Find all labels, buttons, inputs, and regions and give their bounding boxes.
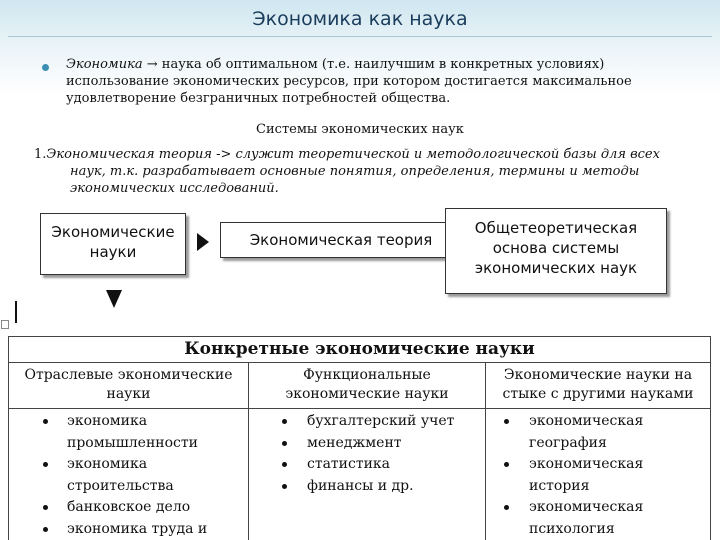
slide-title: Экономика как наука bbox=[252, 8, 468, 30]
bullet-icon bbox=[504, 419, 509, 424]
column-header-line2: стыке с другими науками bbox=[502, 386, 694, 402]
list-item bbox=[249, 454, 485, 476]
section-heading: Системы экономических наук bbox=[256, 122, 464, 137]
list-item-text: география bbox=[529, 434, 607, 451]
arrow-down-icon bbox=[106, 290, 122, 308]
definition-term: Экономика bbox=[66, 57, 143, 72]
bullet-icon bbox=[504, 462, 509, 467]
list-item bbox=[486, 454, 710, 497]
list-item-text: промышленности bbox=[67, 434, 198, 451]
column-header bbox=[9, 363, 248, 409]
box-economic-theory-label: Экономическая теория bbox=[249, 231, 433, 249]
column-header-line1: Экономические науки на bbox=[503, 367, 693, 383]
bullet-icon bbox=[43, 419, 48, 424]
list-item-text: статистика bbox=[307, 456, 391, 472]
bullet-icon bbox=[282, 419, 287, 424]
table-column-sectoral bbox=[9, 363, 249, 540]
table-title: Конкретные экономические науки bbox=[9, 337, 710, 363]
definition-text-line3: удовлетворение безграничных потребностей общества. bbox=[66, 91, 451, 106]
bullet-dot-icon bbox=[42, 64, 49, 71]
list-item-text: бухгалтерский учет bbox=[307, 413, 455, 429]
box-economic-sciences bbox=[40, 213, 186, 275]
concrete-sciences-table bbox=[8, 336, 711, 540]
list-item bbox=[249, 433, 485, 455]
resize-handle-icon[interactable] bbox=[1, 320, 9, 329]
box-economic-sciences-line2: науки bbox=[89, 243, 137, 261]
list-item-text: экономическая bbox=[529, 456, 644, 472]
bullet-icon bbox=[43, 505, 48, 510]
column-header-line2: науки bbox=[106, 386, 151, 402]
item-number: 1. bbox=[34, 147, 47, 162]
bullet-icon bbox=[504, 505, 509, 510]
box-economic-theory bbox=[220, 222, 462, 258]
table-column-functional bbox=[249, 363, 486, 540]
list-item-text: экономика bbox=[67, 413, 148, 429]
box-theoretical-basis bbox=[445, 208, 667, 294]
list-item bbox=[9, 454, 248, 497]
item-text-line2: наук, т.к. разрабатывает основные понятия, определения, термины и методы bbox=[70, 164, 640, 179]
item-text-line1: Экономическая теория -> служит теоретической и методологической базы для всех bbox=[46, 147, 660, 162]
bullet-icon bbox=[43, 527, 48, 532]
list-item-text: банковское дело bbox=[67, 499, 191, 515]
list-item-text: экономическая bbox=[529, 413, 644, 429]
list-item bbox=[249, 411, 485, 433]
bullet-icon bbox=[282, 462, 287, 467]
definition-text-line1: наука об оптимальном (т.е. наилучшим в конкретных условиях) bbox=[157, 57, 605, 72]
table-column-interdisciplinary bbox=[486, 363, 710, 540]
column-header-line1: Функциональные bbox=[303, 367, 431, 383]
box-economic-sciences-line1: Экономические bbox=[51, 223, 175, 241]
box-theoretical-basis-line1: Общетеоретическая bbox=[474, 219, 638, 237]
column-header bbox=[249, 363, 485, 409]
box-theoretical-basis-line3: экономических наук bbox=[474, 259, 638, 277]
list-item bbox=[9, 519, 248, 540]
list-item bbox=[486, 497, 710, 540]
bullet-icon bbox=[43, 462, 48, 467]
list-item-text: история bbox=[529, 477, 590, 494]
bullet-icon bbox=[282, 441, 287, 446]
list-item bbox=[486, 411, 710, 454]
list-item-text: экономика bbox=[67, 456, 148, 472]
list-item-text: экономика труда и bbox=[67, 520, 208, 537]
arrow-right-icon bbox=[197, 233, 209, 251]
list-item-text: экономическая bbox=[529, 499, 644, 515]
column-header-line2: экономические науки bbox=[285, 386, 449, 402]
item-text-line3: экономических исследований. bbox=[70, 181, 279, 196]
text-cursor bbox=[15, 301, 17, 323]
definition-paragraph bbox=[66, 56, 706, 107]
list-item-text: менеджмент bbox=[307, 434, 402, 451]
definition-text-line2: использование экономических ресурсов, при котором достигается максимальное bbox=[66, 74, 632, 89]
title-divider bbox=[8, 36, 712, 37]
bullet-icon bbox=[282, 484, 287, 489]
list-item-text: психология bbox=[529, 520, 615, 537]
list-item-text: финансы и др. bbox=[307, 477, 414, 494]
column-header bbox=[486, 363, 710, 409]
box-theoretical-basis-line2: основа системы bbox=[492, 239, 620, 257]
list-item bbox=[34, 146, 694, 197]
list-item bbox=[249, 476, 485, 498]
right-arrow-icon: → bbox=[146, 57, 158, 72]
column-header-line1: Отраслевые экономические bbox=[24, 367, 233, 383]
list-item bbox=[9, 411, 248, 454]
list-item bbox=[9, 497, 248, 519]
list-item-text: строительства bbox=[67, 477, 174, 494]
